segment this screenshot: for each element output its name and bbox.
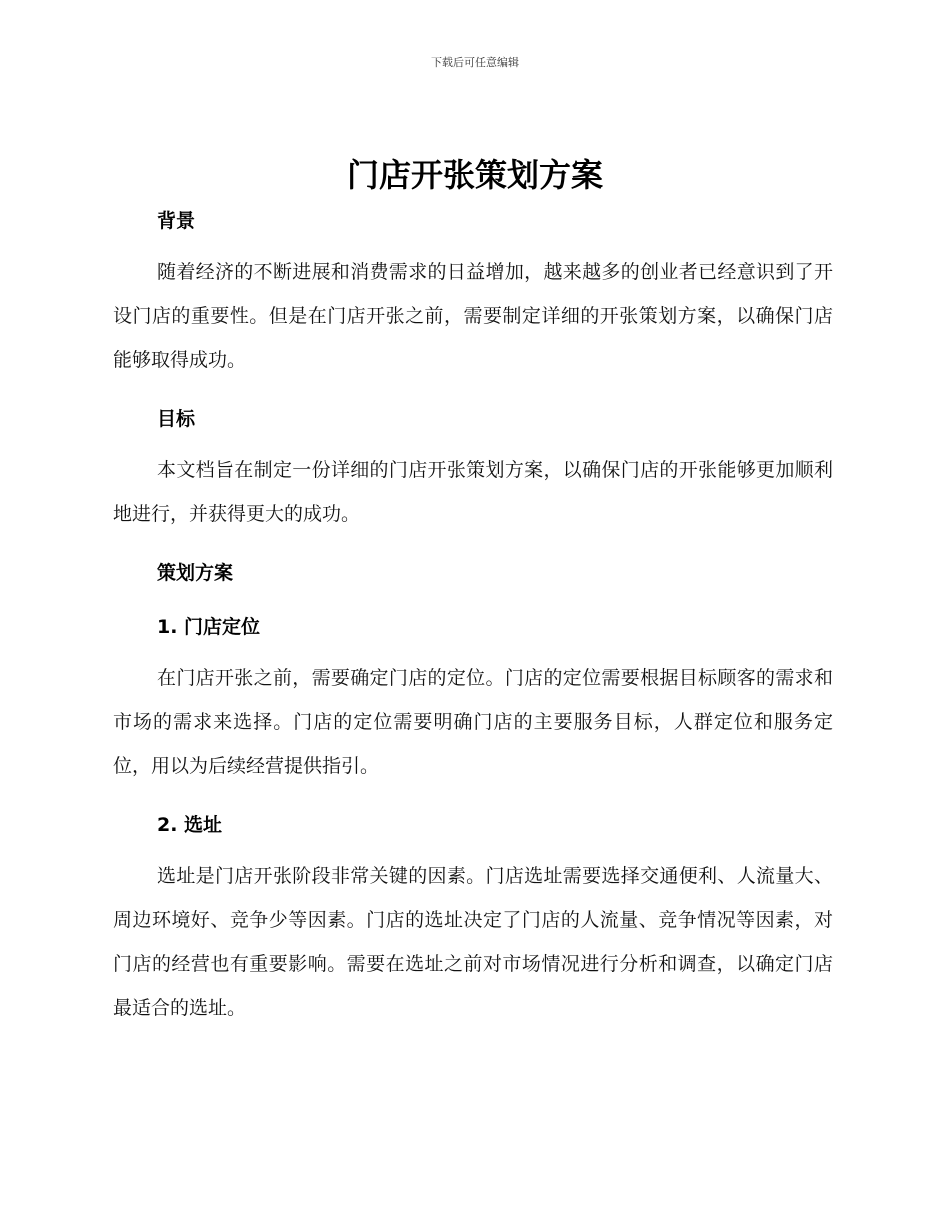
section-paragraph: 本文档旨在制定一份详细的门店开张策划方案，以确保门店的开张能够更加顺利地进行，并获得更大的成功。 [113, 459, 833, 525]
section-heading: 目标 [157, 408, 196, 430]
section-paragraph: 在门店开张之前，需要确定门店的定位。门店的定位需要根据目标顾客的需求和市场的需求来选择。门店的定位需要明确门店的主要服务目标，人群定位和服务定位，用以为后续经营提供指引。 [113, 667, 833, 777]
section-heading: 背景 [157, 210, 196, 232]
section-paragraph: 随着经济的不断进展和消费需求的日益增加，越来越多的创业者已经意识到了开设门店的重要性。但是在门店开张之前，需要制定详细的开张策划方案，以确保门店能够取得成功。 [113, 261, 833, 371]
section-paragraph: 选址是门店开张阶段非常关键的因素。门店选址需要选择交通便利、人流量大、周边环境好、竞争少等因素。门店的选址决定了门店的人流量、竞争情况等因素，对门店的经营也有重要影响。需要在选址之前对市场情况进行分析和调查，以确定门店最适合的选址。 [113, 865, 833, 1019]
section-heading: 策划方案 [157, 562, 234, 584]
section-store-positioning [113, 610, 833, 808]
header-note: 下载后可任意编辑 [431, 56, 519, 69]
section-heading: 2. 选址 [157, 814, 223, 836]
section-background [113, 204, 833, 402]
document-title: 门店开张策划方案 [346, 156, 603, 194]
section-site-selection [113, 808, 833, 1030]
section-plan [113, 556, 833, 610]
section-heading: 1. 门店定位 [157, 616, 261, 638]
document-body [113, 204, 833, 1030]
section-goal [113, 402, 833, 556]
